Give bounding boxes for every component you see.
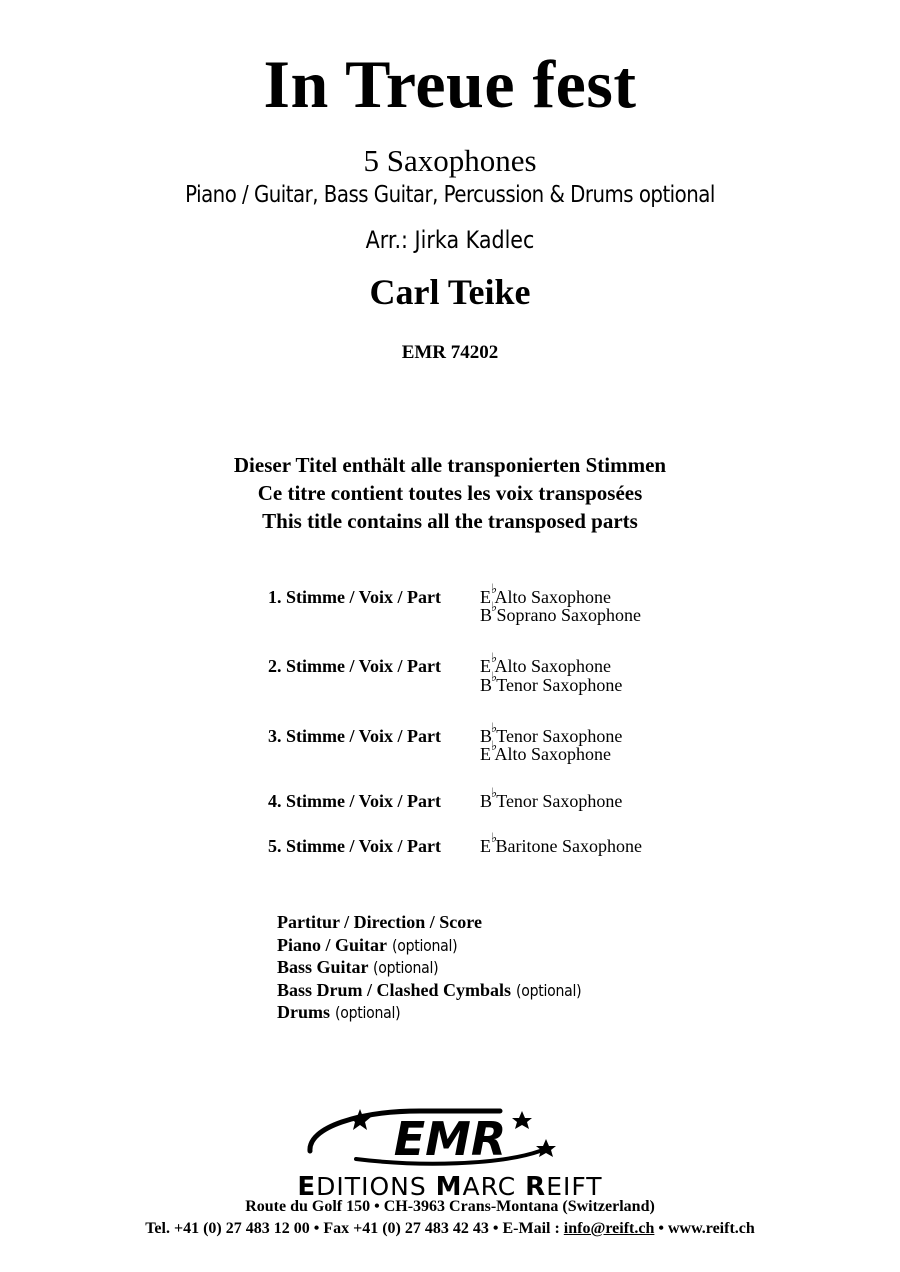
extra-item: Bass Drum / Clashed Cymbals (optional) [277,980,581,1000]
extra-item: Drums (optional) [277,1002,400,1022]
instrumentation: Piano / Guitar, Bass Guitar, Percussion & Drums optional [185,182,715,208]
part-instrument: E ♭ Alto Saxophone [480,650,612,676]
info-english: This title contains all the transposed parts [262,509,638,533]
part-label: 4. Stimme / Voix / Part [268,791,441,811]
logo-text: EMR [393,1112,507,1166]
part-instrument: E ♭ Alto Saxophone [480,581,612,607]
extra-item: Piano / Guitar (optional) [277,935,457,955]
website-link[interactable]: • www.reift.ch [654,1220,755,1237]
publisher-name: EDITIONS MARC REIFT [297,1172,603,1202]
part-instrument: B ♭ Tenor Saxophone [480,785,623,811]
part-label: 3. Stimme / Voix / Part [268,726,441,746]
email-link[interactable]: info@reift.ch [563,1220,655,1237]
catalog-number: EMR 74202 [401,342,499,363]
part-instrument: B ♭ Tenor Saxophone [480,669,623,695]
extra-item: Bass Guitar (optional) [277,957,439,977]
publisher-address: Route du Golf 150 • CH-3963 Crans-Montana (Switzerland) [245,1198,655,1215]
part-instrument: E ♭ Alto Saxophone [480,738,612,764]
info-german: Dieser Titel enthält alle transponierten Stimmen [233,453,667,477]
part-instrument: B ♭ Soprano Saxophone [480,599,641,625]
arranger: Arr.: Jirka Kadlec [365,226,535,254]
part-label: 2. Stimme / Voix / Part [268,656,441,676]
publisher-contact: Tel. +41 (0) 27 483 12 00 • Fax +41 (0) 27 483 42 43 • E-Mail : info@reift.ch • www.reift.ch [145,1220,755,1237]
extra-item: Partitur / Direction / Score [277,912,482,932]
emr-logo-icon [300,1105,600,1175]
part-instrument: E ♭ Baritone Saxophone [480,830,642,856]
part-instrument: B ♭ Tenor Saxophone [480,720,623,746]
part-label: 5. Stimme / Voix / Part [268,836,441,856]
part-label: 1. Stimme / Voix / Part [268,587,441,607]
info-french: Ce titre contient toutes les voix transposées [257,481,643,505]
composer: Carl Teike [369,272,531,312]
title: In Treue fest [263,46,637,122]
subtitle: 5 Saxophones [363,143,537,178]
